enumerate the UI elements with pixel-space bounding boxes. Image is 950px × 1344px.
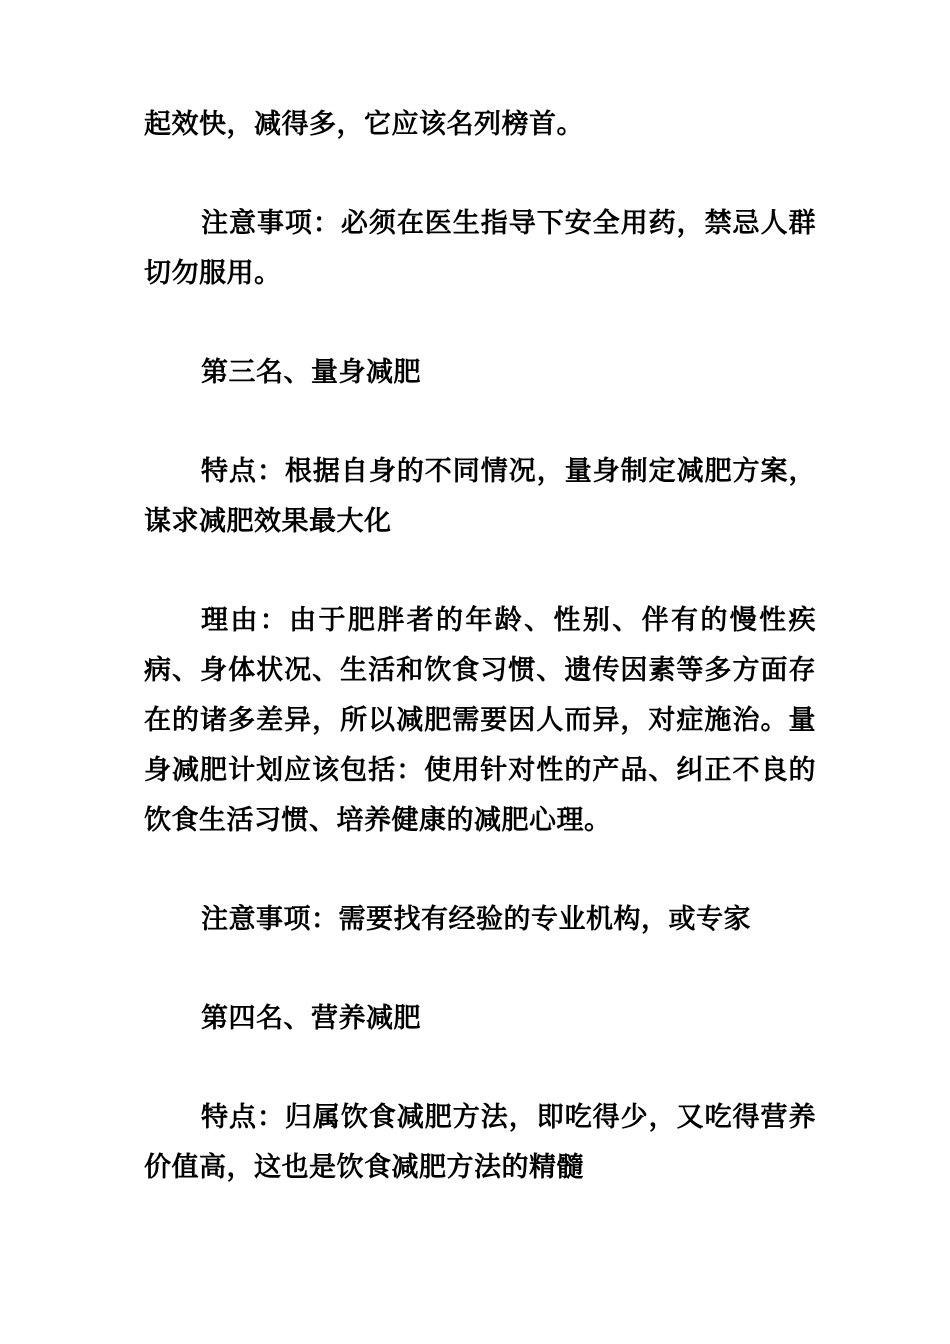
paragraph-features-4: 特点：归属饮食减肥方法，即吃得少，又吃得营养价值高，这也是饮食减肥方法的精髓 [144, 1102, 816, 1183]
paragraph-precautions-3: 注意事项：需要找有经验的专业机构，或专家 [201, 904, 751, 935]
section-heading-third: 第三名、量身减肥 [201, 357, 421, 388]
paragraph-features-3: 特点：根据自身的不同情况，量身制定减肥方案，谋求减肥效果最大化 [144, 456, 816, 537]
paragraph-intro-continued: 起效快，减得多，它应该名列榜首。 [144, 109, 584, 140]
paragraph-reason-3: 理由：由于肥胖者的年龄、性别、伴有的慢性疾病、身体状况、生活和饮食习惯、遗传因素等多方面存在的诸多差异，所以减肥需要因人而异，对症施治。量身减肥计划应该包括：使用针对性的产品、纠正不良的饮食生活习惯、培养健康的减肥心理。 [144, 605, 816, 836]
document-page [144, 100, 816, 1193]
section-heading-fourth: 第四名、营养减肥 [201, 1003, 421, 1034]
paragraph-precautions-1: 注意事项：必须在医生指导下安全用药，禁忌人群切勿服用。 [144, 208, 816, 289]
